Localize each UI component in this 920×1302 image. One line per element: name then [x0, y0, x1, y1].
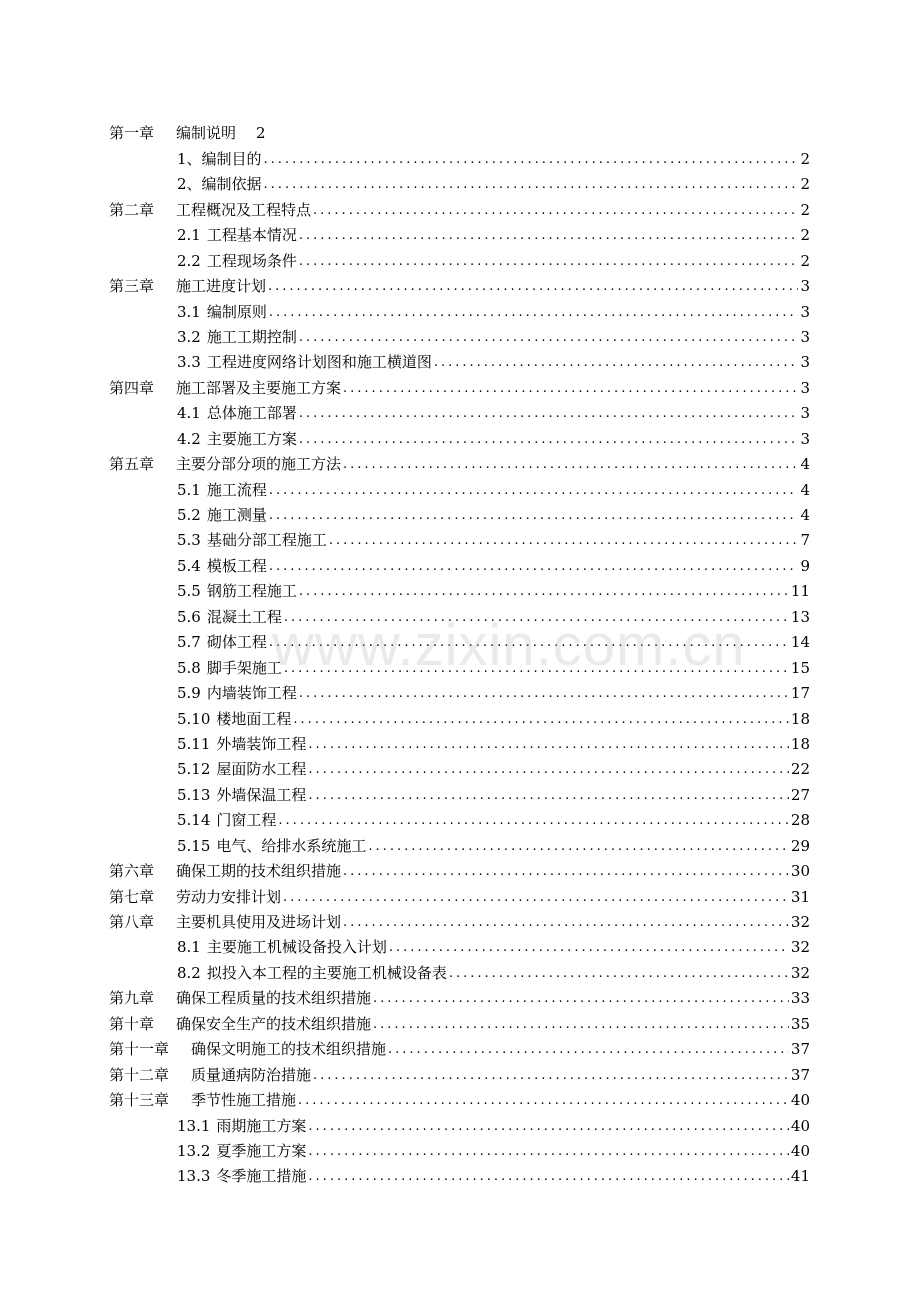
toc-entry-number: 13.3	[177, 1167, 211, 1186]
toc-entry-number: 5.11	[177, 734, 211, 753]
toc-page-number: 40	[790, 1141, 810, 1160]
toc-dot-leader	[308, 735, 788, 753]
toc-chapter-entry[interactable]	[109, 1007, 810, 1032]
toc-entry-number: 5.8	[177, 658, 201, 677]
toc-entry-title: 施工测量	[206, 506, 267, 524]
toc-section-entry[interactable]	[109, 778, 810, 803]
toc-entry-label	[109, 455, 341, 473]
toc-dot-leader	[284, 659, 789, 677]
toc-entry-number: 5.3	[177, 531, 201, 550]
toc-entry-number: 第七章	[109, 887, 155, 906]
toc-entry-label	[177, 175, 262, 193]
toc-dot-leader	[368, 837, 788, 855]
toc-chapter-entry[interactable]	[109, 270, 810, 295]
toc-dot-leader	[268, 277, 798, 295]
toc-page-number: 3	[800, 404, 810, 423]
toc-entry-label	[109, 862, 341, 880]
toc-page-number: 3	[800, 353, 810, 372]
toc-section-entry[interactable]	[109, 728, 810, 753]
toc-entry-label	[109, 1091, 296, 1109]
toc-entry-title: 确保文明施工的技术组织措施	[191, 1040, 387, 1059]
toc-section-entry[interactable]	[109, 346, 810, 371]
toc-dot-leader	[278, 811, 788, 829]
toc-entry-title: 屋面防水工程	[216, 760, 307, 779]
toc-page-number: 41	[790, 1167, 810, 1186]
toc-entry-number: 第三章	[109, 277, 155, 296]
toc-section-entry[interactable]	[109, 219, 810, 244]
toc-entry-number: 5.12	[177, 760, 211, 779]
toc-entry-title: 门窗工程	[216, 811, 277, 830]
table-of-contents	[109, 117, 810, 1185]
toc-entry-label	[109, 124, 236, 142]
toc-entry-number: 5.2	[177, 506, 201, 524]
toc-page-number: 18	[790, 734, 810, 753]
toc-page-number: 3	[800, 302, 810, 321]
toc-entry-number: 5.13	[177, 785, 211, 804]
toc-entry-title: 工程进度网络计划图和施工横道图	[206, 353, 432, 372]
toc-entry-label	[109, 1015, 371, 1033]
toc-entry-number: 3.1	[177, 302, 201, 321]
toc-entry-label	[177, 837, 366, 855]
toc-dot-leader	[299, 582, 789, 600]
toc-entry-title: 确保工程质量的技术组织措施	[176, 989, 372, 1008]
toc-section-entry[interactable]	[109, 321, 810, 346]
toc-entry-label	[177, 582, 297, 600]
toc-section-entry[interactable]	[109, 956, 810, 981]
toc-entry-number: 第十二章	[109, 1065, 170, 1084]
toc-chapter-entry[interactable]	[109, 1084, 810, 1109]
toc-entry-number: 第十一章	[109, 1040, 170, 1059]
toc-page-number: 3	[800, 327, 810, 346]
toc-page-number: 30	[790, 862, 810, 881]
toc-page-number: 32	[790, 938, 810, 957]
toc-entry-number: 5.6	[177, 607, 201, 626]
toc-section-entry[interactable]	[109, 804, 810, 829]
toc-entry-title: 施工流程	[206, 480, 267, 499]
toc-dot-leader	[313, 201, 798, 219]
toc-entry-title: 外墙保温工程	[216, 785, 307, 804]
toc-page-number: 4	[800, 455, 810, 474]
toc-dot-leader	[389, 938, 789, 956]
toc-page-number: 15	[790, 658, 810, 677]
toc-entry-number: 5.5	[177, 582, 201, 601]
toc-entry-title: 基础分部工程施工	[206, 531, 327, 550]
toc-entry-number: 5.9	[177, 684, 201, 703]
toc-section-entry[interactable]	[109, 1160, 810, 1185]
toc-entry-title: 编制原则	[206, 302, 267, 321]
toc-page-number: 40	[790, 1091, 810, 1110]
toc-dot-leader	[264, 175, 799, 193]
toc-dot-leader	[373, 1015, 789, 1033]
toc-section-entry[interactable]	[109, 702, 810, 727]
toc-section-entry[interactable]	[109, 397, 810, 422]
toc-entry-label	[177, 938, 387, 956]
toc-dot-leader	[293, 710, 788, 728]
toc-page-number: 2	[800, 200, 810, 219]
toc-entry-title: 2、编制依据	[177, 175, 262, 194]
toc-entry-number: 第十章	[109, 1014, 155, 1033]
toc-page-number: 29	[790, 836, 810, 855]
toc-page-number: 4	[800, 480, 810, 499]
toc-section-entry[interactable]	[109, 168, 810, 193]
toc-entry-label	[177, 303, 267, 321]
toc-entry-label	[177, 964, 447, 982]
toc-dot-leader	[449, 964, 789, 982]
toc-dot-leader	[264, 150, 799, 168]
toc-entry-number: 13.2	[177, 1141, 211, 1160]
toc-entry-label	[177, 633, 267, 651]
toc-dot-leader	[308, 786, 788, 804]
toc-page-number: 7	[800, 531, 810, 550]
toc-dot-leader	[313, 1066, 789, 1084]
toc-dot-leader	[343, 455, 798, 473]
toc-entry-label	[177, 760, 306, 778]
toc-entry-title: 确保工期的技术组织措施	[176, 862, 342, 881]
toc-entry-label	[177, 252, 297, 270]
toc-entry-title: 工程基本情况	[206, 226, 297, 245]
toc-page-number: 31	[790, 887, 810, 906]
toc-dot-leader	[299, 404, 799, 422]
toc-page-number: 18	[790, 709, 810, 728]
toc-dot-leader	[434, 353, 799, 371]
toc-entry-number: 第九章	[109, 989, 155, 1008]
toc-entry-label	[177, 481, 267, 499]
watermark: www.zixin.com.cn	[272, 613, 746, 678]
toc-entry-number: 第十三章	[109, 1091, 170, 1110]
toc-page-number: 3	[800, 277, 810, 296]
toc-entry-label	[177, 786, 306, 804]
toc-section-entry[interactable]	[109, 142, 810, 167]
toc-page-number: 2	[800, 251, 810, 270]
toc-chapter-entry[interactable]	[109, 1058, 810, 1083]
toc-dot-leader	[388, 1040, 789, 1058]
toc-page-number: 17	[790, 684, 810, 703]
toc-entry-number: 2.2	[177, 251, 201, 270]
toc-section-entry[interactable]	[109, 600, 810, 625]
toc-section-entry[interactable]	[109, 626, 810, 651]
toc-entry-label	[177, 1167, 306, 1185]
toc-section-entry[interactable]	[109, 829, 810, 854]
toc-section-entry[interactable]	[109, 677, 810, 702]
toc-entry-label	[109, 913, 341, 931]
toc-dot-leader	[269, 303, 799, 321]
toc-page-number: 33	[790, 989, 810, 1008]
toc-page-number: 22	[790, 760, 810, 779]
toc-entry-title: 主要施工方案	[206, 429, 297, 448]
toc-entry-number: 第一章	[109, 124, 155, 143]
toc-entry-label	[177, 735, 306, 753]
toc-page-number: 3	[800, 378, 810, 397]
toc-section-entry[interactable]	[109, 499, 810, 524]
toc-dot-leader	[308, 1167, 788, 1185]
toc-entry-label	[177, 811, 276, 829]
toc-dot-leader	[343, 862, 789, 880]
toc-entry-title: 施工进度计划	[176, 277, 267, 296]
toc-chapter-entry[interactable]	[109, 880, 810, 905]
toc-entry-title: 内墙装饰工程	[206, 684, 297, 703]
toc-entry-label	[177, 328, 297, 346]
toc-entry-title: 楼地面工程	[216, 709, 292, 728]
toc-entry-label	[177, 710, 291, 728]
toc-entry-number: 4.1	[177, 404, 201, 423]
toc-dot-leader	[299, 328, 799, 346]
toc-entry-title: 主要机具使用及进场计划	[176, 913, 342, 931]
toc-entry-label	[177, 506, 267, 524]
toc-entry-number: 2.1	[177, 226, 201, 245]
toc-section-entry[interactable]	[109, 1135, 810, 1160]
toc-dot-leader	[299, 226, 799, 244]
toc-entry-number: 5.15	[177, 836, 211, 855]
toc-entry-label	[177, 150, 262, 168]
toc-section-entry[interactable]	[109, 422, 810, 447]
toc-entry-title: 模板工程	[206, 556, 267, 575]
toc-chapter-entry[interactable]	[109, 1033, 810, 1058]
toc-entry-number: 4.2	[177, 429, 201, 448]
toc-entry-label	[177, 531, 327, 549]
toc-entry-label	[177, 1142, 306, 1160]
toc-entry-number: 5.1	[177, 480, 201, 499]
toc-entry-title: 混凝土工程	[206, 607, 282, 626]
toc-entry-title: 施工工期控制	[206, 327, 297, 346]
toc-entry-title: 工程现场条件	[206, 251, 297, 270]
toc-entry-label	[177, 659, 282, 677]
toc-entry-label	[177, 226, 297, 244]
toc-page-number: 37	[790, 1065, 810, 1084]
toc-entry-title: 主要施工机械设备投入计划	[206, 938, 387, 957]
toc-dot-leader	[308, 1117, 788, 1135]
toc-chapter-entry[interactable]	[109, 371, 810, 396]
toc-entry-number: 第四章	[109, 378, 155, 397]
toc-dot-leader	[308, 1142, 788, 1160]
toc-page-number: 28	[790, 811, 810, 830]
toc-entry-number: 8.1	[177, 938, 201, 957]
toc-entry-title: 雨期施工方案	[216, 1116, 307, 1135]
toc-entry-number: 5.14	[177, 811, 211, 830]
toc-dot-leader	[269, 557, 799, 575]
toc-page-number: 37	[790, 1040, 810, 1059]
toc-entry-title: 总体施工部署	[206, 404, 297, 423]
toc-section-entry[interactable]	[109, 473, 810, 498]
toc-chapter-entry[interactable]	[109, 193, 810, 218]
toc-dot-leader	[329, 531, 799, 549]
toc-entry-label	[177, 684, 297, 702]
toc-entry-title: 脚手架施工	[206, 658, 282, 677]
toc-page-number: 35	[790, 1014, 810, 1033]
toc-entry-title: 劳动力安排计划	[176, 887, 282, 906]
toc-section-entry[interactable]	[109, 524, 810, 549]
toc-section-entry[interactable]	[109, 753, 810, 778]
toc-dot-leader	[269, 506, 799, 524]
toc-dot-leader	[299, 430, 799, 448]
toc-entry-label	[177, 353, 432, 371]
toc-section-entry[interactable]	[109, 575, 810, 600]
toc-dot-leader	[269, 481, 799, 499]
toc-entry-title: 工程概况及工程特点	[176, 200, 312, 219]
toc-entry-title: 质量通病防治措施	[191, 1065, 312, 1084]
toc-entry-title: 主要分部分项的施工方法	[176, 455, 342, 474]
toc-entry-title: 夏季施工方案	[216, 1141, 307, 1160]
toc-entry-label	[177, 608, 282, 626]
toc-page-number: 3	[800, 429, 810, 448]
toc-dot-leader	[298, 1091, 789, 1109]
toc-entry-number: 8.2	[177, 963, 201, 982]
toc-chapter-entry[interactable]	[109, 982, 810, 1007]
toc-entry-title: 编制说明	[176, 124, 237, 143]
toc-entry-title: 冬季施工措施	[216, 1167, 307, 1186]
toc-dot-leader	[283, 888, 789, 906]
toc-page-number: 13	[790, 607, 810, 626]
toc-entry-number: 3.3	[177, 353, 201, 372]
toc-entry-title: 1、编制目的	[177, 149, 262, 168]
toc-dot-leader	[269, 633, 789, 651]
toc-page-number: 2	[800, 149, 810, 168]
toc-page-number: 2	[800, 226, 810, 245]
toc-page-number: 4	[800, 506, 810, 524]
toc-entry-label	[109, 1040, 386, 1058]
toc-page-number: 11	[790, 582, 810, 601]
toc-entry-number: 13.1	[177, 1116, 211, 1135]
toc-page-number: 32	[790, 913, 810, 931]
toc-chapter-entry[interactable]	[109, 448, 810, 473]
toc-page-number: 14	[790, 633, 810, 652]
toc-entry-number: 5.10	[177, 709, 211, 728]
toc-section-entry[interactable]	[109, 651, 810, 676]
toc-section-entry[interactable]	[109, 295, 810, 320]
toc-dot-leader	[373, 989, 789, 1007]
toc-entry-title: 外墙装饰工程	[216, 734, 307, 753]
toc-entry-number: 第五章	[109, 455, 155, 474]
toc-dot-leader	[299, 252, 799, 270]
toc-entry-title: 电气、给排水系统施工	[216, 836, 367, 855]
toc-section-entry[interactable]	[109, 549, 810, 574]
toc-dot-leader	[343, 379, 798, 397]
toc-section-entry[interactable]	[109, 931, 810, 956]
toc-page-number: 27	[790, 785, 810, 804]
toc-entry-label	[109, 201, 311, 219]
toc-entry-number: 5.7	[177, 633, 201, 652]
toc-entry-title: 拟投入本工程的主要施工机械设备表	[206, 963, 447, 982]
toc-page-number: 40	[790, 1116, 810, 1135]
toc-entry-label	[177, 557, 267, 575]
toc-entry-title: 确保安全生产的技术组织措施	[176, 1014, 372, 1033]
toc-entry-number: 5.4	[177, 556, 201, 575]
toc-chapter-entry[interactable]	[109, 117, 810, 142]
toc-chapter-entry[interactable]	[109, 855, 810, 880]
toc-entry-number: 第六章	[109, 862, 155, 881]
toc-dot-leader	[343, 913, 789, 931]
toc-entry-title: 施工部署及主要施工方案	[176, 378, 342, 397]
toc-dot-leader	[299, 684, 789, 702]
toc-entry-title: 钢筋工程施工	[206, 582, 297, 601]
toc-entry-title: 季节性施工措施	[191, 1091, 297, 1110]
toc-entry-label	[109, 1066, 311, 1084]
toc-page-number: 9	[800, 556, 810, 575]
toc-entry-number: 第二章	[109, 200, 155, 219]
toc-entry-label	[109, 989, 371, 1007]
toc-entry-label	[177, 404, 297, 422]
toc-entry-label	[177, 1117, 306, 1135]
toc-entry-label	[177, 430, 297, 448]
toc-entry-number: 3.2	[177, 327, 201, 346]
toc-page-number: 32	[790, 963, 810, 982]
toc-entry-label	[109, 888, 281, 906]
toc-section-entry[interactable]	[109, 244, 810, 269]
toc-page-number: 2	[256, 124, 266, 143]
toc-dot-leader	[308, 760, 788, 778]
toc-entry-label	[109, 277, 266, 295]
toc-page-number: 2	[800, 175, 810, 194]
toc-chapter-entry[interactable]	[109, 906, 810, 931]
toc-dot-leader	[284, 608, 789, 626]
toc-entry-number: 第八章	[109, 913, 155, 931]
toc-entry-title: 砌体工程	[206, 633, 267, 652]
toc-section-entry[interactable]	[109, 1109, 810, 1134]
toc-entry-label	[109, 379, 341, 397]
